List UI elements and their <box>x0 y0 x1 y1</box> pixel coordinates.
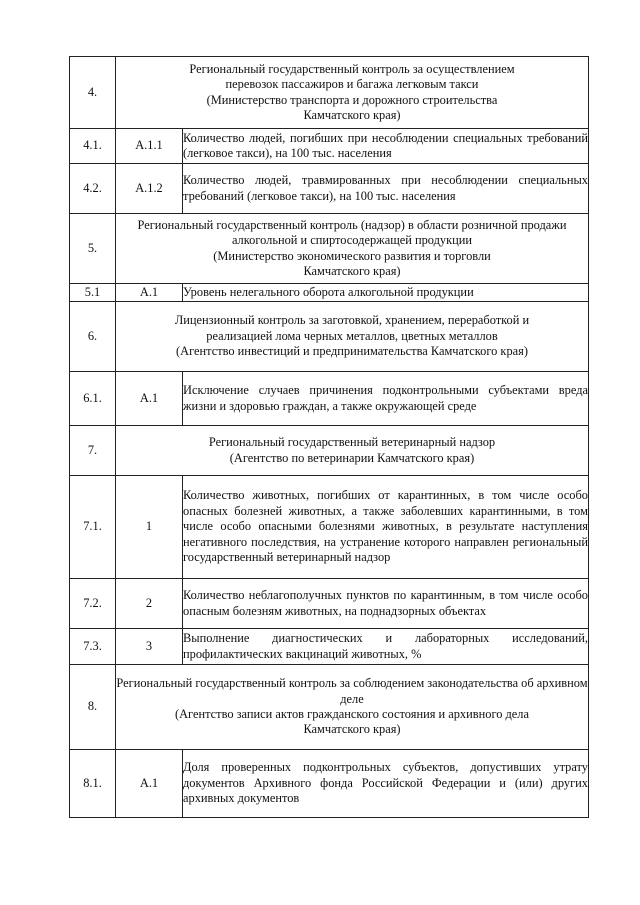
indicator-description: Исключение случаев причинения подконтрольными субъектами вреда жизни и здоровью граждан, а также окружающей среде <box>183 372 589 426</box>
indicator-code: А.1 <box>116 284 183 302</box>
section-title: Региональный государственный ветеринарный надзор (Агентство по ветеринарии Камчатского края) <box>116 426 589 476</box>
indicator-description: Доля проверенных подконтрольных субъектов, допустивших утрату документов Архивного фонда Российской Федерации и (или) других архивных документов <box>183 750 589 818</box>
item-row-6-1 <box>70 372 589 426</box>
row-number: 8. <box>70 665 116 750</box>
row-number: 7.1. <box>70 476 116 579</box>
row-number: 7.2. <box>70 579 116 629</box>
section-row-8 <box>70 665 589 750</box>
indicator-description: Количество неблагополучных пунктов по карантинным, в том числе особо опасным болезням животных, на поднадзорных объектах <box>183 579 589 629</box>
section-title: Региональный государственный контроль за осуществлением перевозок пассажиров и багажа легковым такси (Министерство транспорта и дорожного строительства Камчатского края) <box>116 57 589 129</box>
row-number: 4.2. <box>70 164 116 214</box>
row-number: 4.1. <box>70 129 116 164</box>
section-title: Лицензионный контроль за заготовкой, хранением, переработкой и реализацией лома черных металлов, цветных металлов (Агентство инвестиций и предпринимательства Камчатского края) <box>116 302 589 372</box>
section-row-4 <box>70 57 589 129</box>
item-row-7-2 <box>70 579 589 629</box>
indicator-description: Уровень нелегального оборота алкогольной продукции <box>183 284 589 302</box>
section-row-5 <box>70 214 589 284</box>
row-number: 5.1 <box>70 284 116 302</box>
row-number: 4. <box>70 57 116 129</box>
indicator-code: А.1 <box>116 750 183 818</box>
item-row-7-1 <box>70 476 589 579</box>
indicator-description: Выполнение диагностических и лабораторных исследований, профилактических вакцинаций животных, % <box>183 629 589 665</box>
row-number: 7.3. <box>70 629 116 665</box>
indicator-description: Количество животных, погибших от карантинных, в том числе особо опасных болезней животных, а также заболевших карантинными, в том числе особо опасными болезнями животных, в результате наступления негативного последствия, на устранение которого направлен региональный государственный ветеринарный надзор <box>183 476 589 579</box>
section-title: Региональный государственный контроль за соблюдением законодательства об архивном деле (Агентство записи актов гражданского состояния и архивного дела Камчатского края) <box>116 665 589 750</box>
indicator-code: А.1.1 <box>116 129 183 164</box>
section-title: Региональный государственный контроль (надзор) в области розничной продажи алкогольной и спиртосодержащей продукции (Министерство экономического развития и торговли Камчатского края) <box>116 214 589 284</box>
indicator-description: Количество людей, погибших при несоблюдении специальных требований (легковое такси), на 100 тыс. населения <box>183 129 589 164</box>
item-row-4-1 <box>70 129 589 164</box>
row-number: 5. <box>70 214 116 284</box>
indicator-code: 1 <box>116 476 183 579</box>
row-number: 6.1. <box>70 372 116 426</box>
row-number: 7. <box>70 426 116 476</box>
indicator-code: А.1.2 <box>116 164 183 214</box>
indicator-code: А.1 <box>116 372 183 426</box>
indicator-code: 3 <box>116 629 183 665</box>
item-row-5-1 <box>70 284 589 302</box>
item-row-8-1 <box>70 750 589 818</box>
section-row-6 <box>70 302 589 372</box>
indicator-code: 2 <box>116 579 183 629</box>
row-number: 8.1. <box>70 750 116 818</box>
row-number: 6. <box>70 302 116 372</box>
item-row-4-2 <box>70 164 589 214</box>
section-row-7 <box>70 426 589 476</box>
indicators-table <box>69 56 589 818</box>
indicator-description: Количество людей, травмированных при несоблюдении специальных требований (легковое такси), на 100 тыс. населения <box>183 164 589 214</box>
item-row-7-3 <box>70 629 589 665</box>
